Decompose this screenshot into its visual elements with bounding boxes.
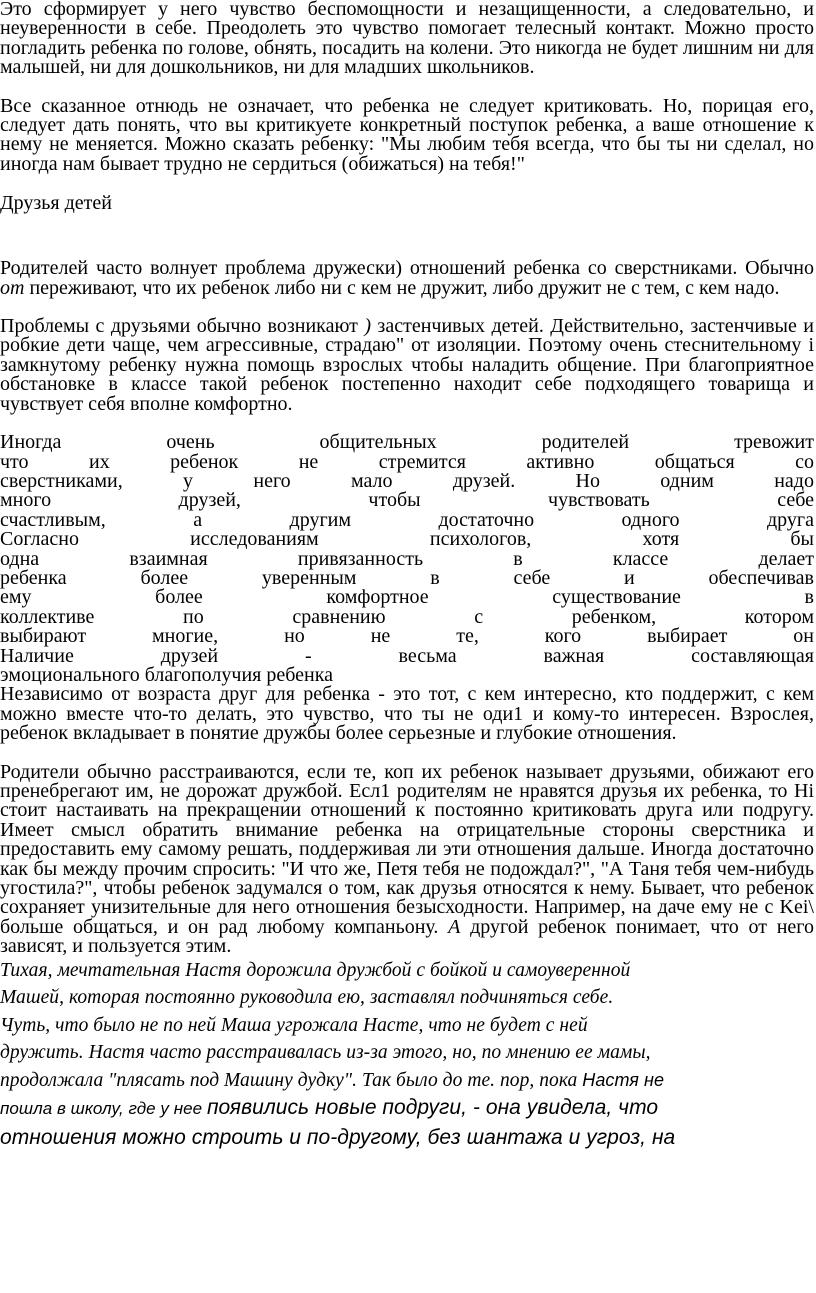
paragraph-5-line: Иногда очень общительных родителей тревожит [0, 431, 814, 454]
paragraph-5-line: Наличие друзей - весьма важная составляющая [0, 644, 814, 667]
paragraph-3-text-a: Родителей часто волнует проблема дружески) отношений ребенка со сверстниками. Обычно [0, 257, 814, 280]
italic-line: Машей, которая постоянно руководила ею, заставлял подчиняться себе. [0, 987, 614, 1009]
paragraph-4-text-b: застенчивых детей. Действительно, застенчивые и робкие дети чаще, чем агрессивные, страдаю" от изоляции. Поэтому очень стеснительному і замкнутому ребенку нужна помощь взрослых чтобы наладить общение. При благоприятное обстановке в классе такой ребенок постепенно находит себе подходящего товарища и чувствует себя вполне комфортно. [0, 315, 814, 415]
paragraph-5-line: ребенка более уверенным в себе и обеспечивав [0, 566, 814, 589]
paragraph-5-last-line: эмоционального благополучия ребенка [0, 663, 334, 686]
paragraph-5-line: одна взаимная привязанность в классе делает [0, 547, 814, 570]
paragraph-7-text-b: другой ребенок понимает, что от него зависят, и пользуется этим. [0, 915, 815, 958]
paragraph-7-italic: А [448, 915, 461, 938]
paragraph-6: Независимо от возраста друг для ребенка - это тот, с кем интересно, кто поддержит, с кем можно вместе что-то делать, это чувство, что ты не оди1 и кому-то интересен. Взрослея, ребенок вкладывает в понятие дружбы более серьезные и глубокие отношения. [0, 683, 814, 745]
paragraph-5 [0, 433, 814, 666]
paragraph-5-line: что их ребенок не стремится активно общаться со [0, 450, 814, 473]
italic-sans-fragment: пошла в школу, где у нее [0, 1099, 207, 1119]
paragraph-5-line: коллективе по сравнению с ребенком, котором [0, 605, 814, 628]
paragraph-4 [0, 317, 814, 414]
paragraph-3 [0, 259, 814, 298]
paragraph-5-line: счастливым, а другим достаточно одного друга [0, 508, 814, 531]
paragraph-7-text-a: Родители обычно расстраиваются, если те, коп их ребенок называет друзьями, обижают его пренебрегают им, не дорожат дружбой. Есл1 родителям не нравятся друзья их ребенка, то Ні стоит настаивать на прекращении отношений к постоянно критиковать друга или подругу. Имеет смысл обратить внимание ребенка на отрицательные стороны сверстника и предоставить ему самому решать, поддерживая ли эти отношения дальше. Иногда достаточно как бы между прочим спросить: "И что же, Петя тебя не подождал?", "А Таня тебя чем-нибудь угостила?", чтобы ребенок задумался о том, как друзья относятся к нему. Бывает, что ребенок сохраняет унизительные для него отношения безысходности. Например, на даче ему не с Kei\ больше общаться, и он рад любому компаньону. [0, 760, 814, 938]
italic-line [0, 1094, 816, 1123]
paragraph-1: Это сформирует у него чувство беспомощности и незащищенности, а следовательно, и неуверенности в себе. Преодолеть это чувство помогает телесный контакт. Можно просто погладить ребенка по голове, обнять, посадить на колени. Это никогда не будет лишним ни для малышей, ни для дошкольников, ни для младших школьников. [0, 0, 814, 79]
italic-sans-fragment: появились новые подруги, - она увидела, что [206, 1096, 659, 1120]
paragraph-5-line: Согласно исследованиям психологов, хотя бы [0, 528, 814, 551]
paragraph-7 [0, 760, 815, 958]
italic-sans-fragment: Настя не [582, 1069, 665, 1090]
paragraph-2: Все сказанное отнюдь не означает, что ребенка не следует критиковать. Но, порицая его, следует дать понять, что вы критикуете конкретный поступок ребенка, а ваше отношение к нему не меняется. Можно сказать ребенку: "Мы любим тебя всегда, что бы ты ни сделал, но иногда нам бывает трудно не сердиться (обижаться) на тебя!" [0, 94, 814, 175]
italic-line: отношения можно строить и по-другому, без шантажа и угроз, на [0, 1125, 676, 1149]
paragraph-5-line: сверстниками, у него мало друзей. Но одним надо [0, 469, 814, 492]
paragraph-5-line: выбирают многие, но не те, кого выбирает он [0, 625, 814, 648]
italic-line: Чуть, что было не по ней Маша угрожала Насте, что не будет с ней [0, 1014, 588, 1036]
paragraph-3-italic: от [0, 276, 25, 299]
italic-line: продолжала "плясать под Машину дудку". Так было до те. пор, пока Настя не [0, 1069, 665, 1091]
section-heading: Друзья детей [0, 192, 112, 215]
paragraph-5-line: много друзей, чтобы чувствовать себе [0, 489, 814, 512]
paragraph-3-text-b: переживают, что их ребенок либо ни с кем не дружит, либо дружит не с тем, с кем надо. [24, 276, 780, 299]
paragraph-4-italic: ) [364, 315, 371, 338]
paragraph-4-text-a: Проблемы с друзьями обычно возникают [0, 315, 365, 338]
italic-passage [0, 957, 816, 1153]
italic-line: дружить. Настя часто расстраивалась из-за этого, но, по мнению ее мамы, [0, 1042, 651, 1064]
italic-line: Тихая, мечтательная Настя дорожила дружбой с бойкой и самоуверенной [0, 959, 631, 981]
paragraph-5-line: ему более комфортное существование в [0, 586, 814, 609]
